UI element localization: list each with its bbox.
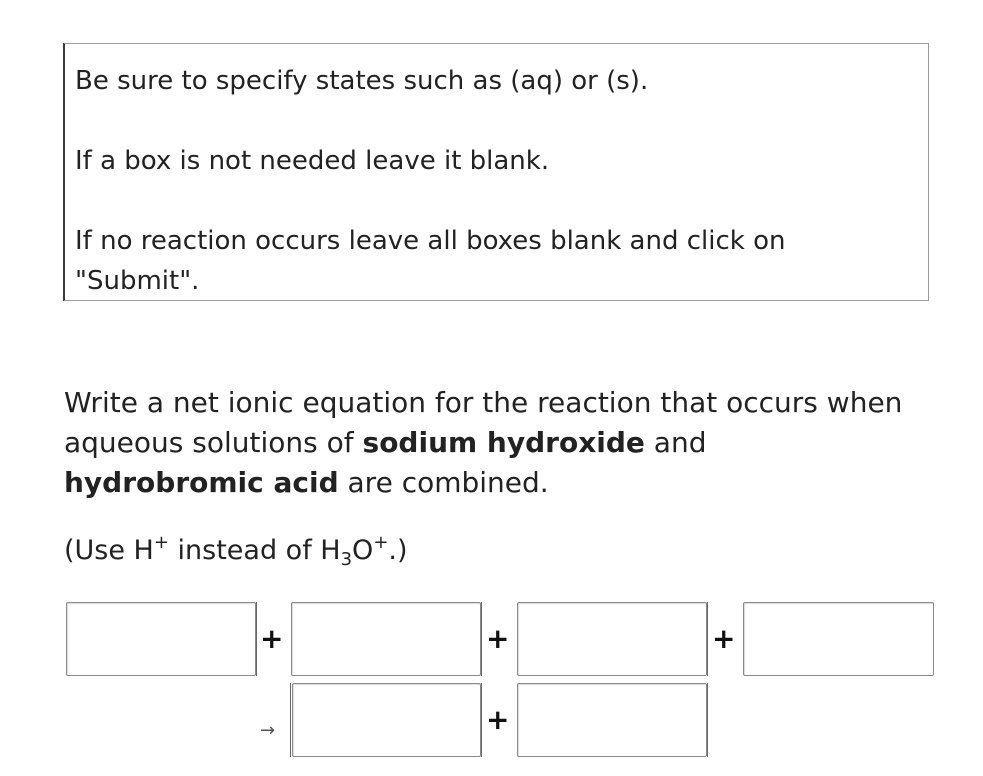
question-pre: Write a net ionic equation for the reaction that occurs when aqueous solutions of — [64, 386, 903, 459]
hint-open: (Use H — [64, 535, 154, 566]
reactant-name-2: hydrobromic acid — [64, 466, 339, 499]
hint-close: .) — [388, 535, 408, 566]
instruction-blank: If a box is not needed leave it blank. — [75, 146, 550, 176]
h3o-charge: + — [373, 532, 389, 553]
reactant-box-4[interactable] — [743, 602, 934, 676]
plus-sign: + — [712, 622, 736, 655]
divider — [256, 602, 257, 676]
h-charge: + — [153, 532, 169, 553]
reactant-name-1: sodium hydroxide — [362, 426, 645, 459]
plus-sign: + — [260, 622, 284, 655]
h3o-oxygen: O — [352, 535, 374, 566]
question-text — [64, 383, 924, 503]
reactant-box-3[interactable] — [517, 602, 707, 676]
instructions-panel — [63, 43, 929, 301]
reaction-arrow: → — [260, 720, 276, 741]
instruction-submit: "Submit". — [75, 266, 200, 296]
product-box-1[interactable] — [292, 683, 481, 757]
plus-sign: + — [486, 703, 510, 736]
reactant-box-2[interactable] — [291, 602, 481, 676]
hint-text — [64, 531, 408, 571]
divider — [290, 683, 291, 757]
question-mid: and — [644, 426, 707, 459]
divider — [707, 683, 708, 757]
plus-sign: + — [486, 622, 510, 655]
divider — [707, 602, 708, 676]
h3o-subscript: 3 — [340, 549, 353, 570]
divider — [481, 602, 482, 676]
hint-mid: instead of H — [168, 535, 341, 566]
instruction-states: Be sure to specify states such as (aq) or (s). — [75, 66, 649, 96]
divider — [481, 683, 482, 757]
question-post: are combined. — [338, 466, 549, 499]
reactant-box-1[interactable] — [66, 602, 256, 676]
product-box-2[interactable] — [517, 683, 707, 757]
instruction-no-reaction: If no reaction occurs leave all boxes blank and click on — [75, 226, 786, 256]
